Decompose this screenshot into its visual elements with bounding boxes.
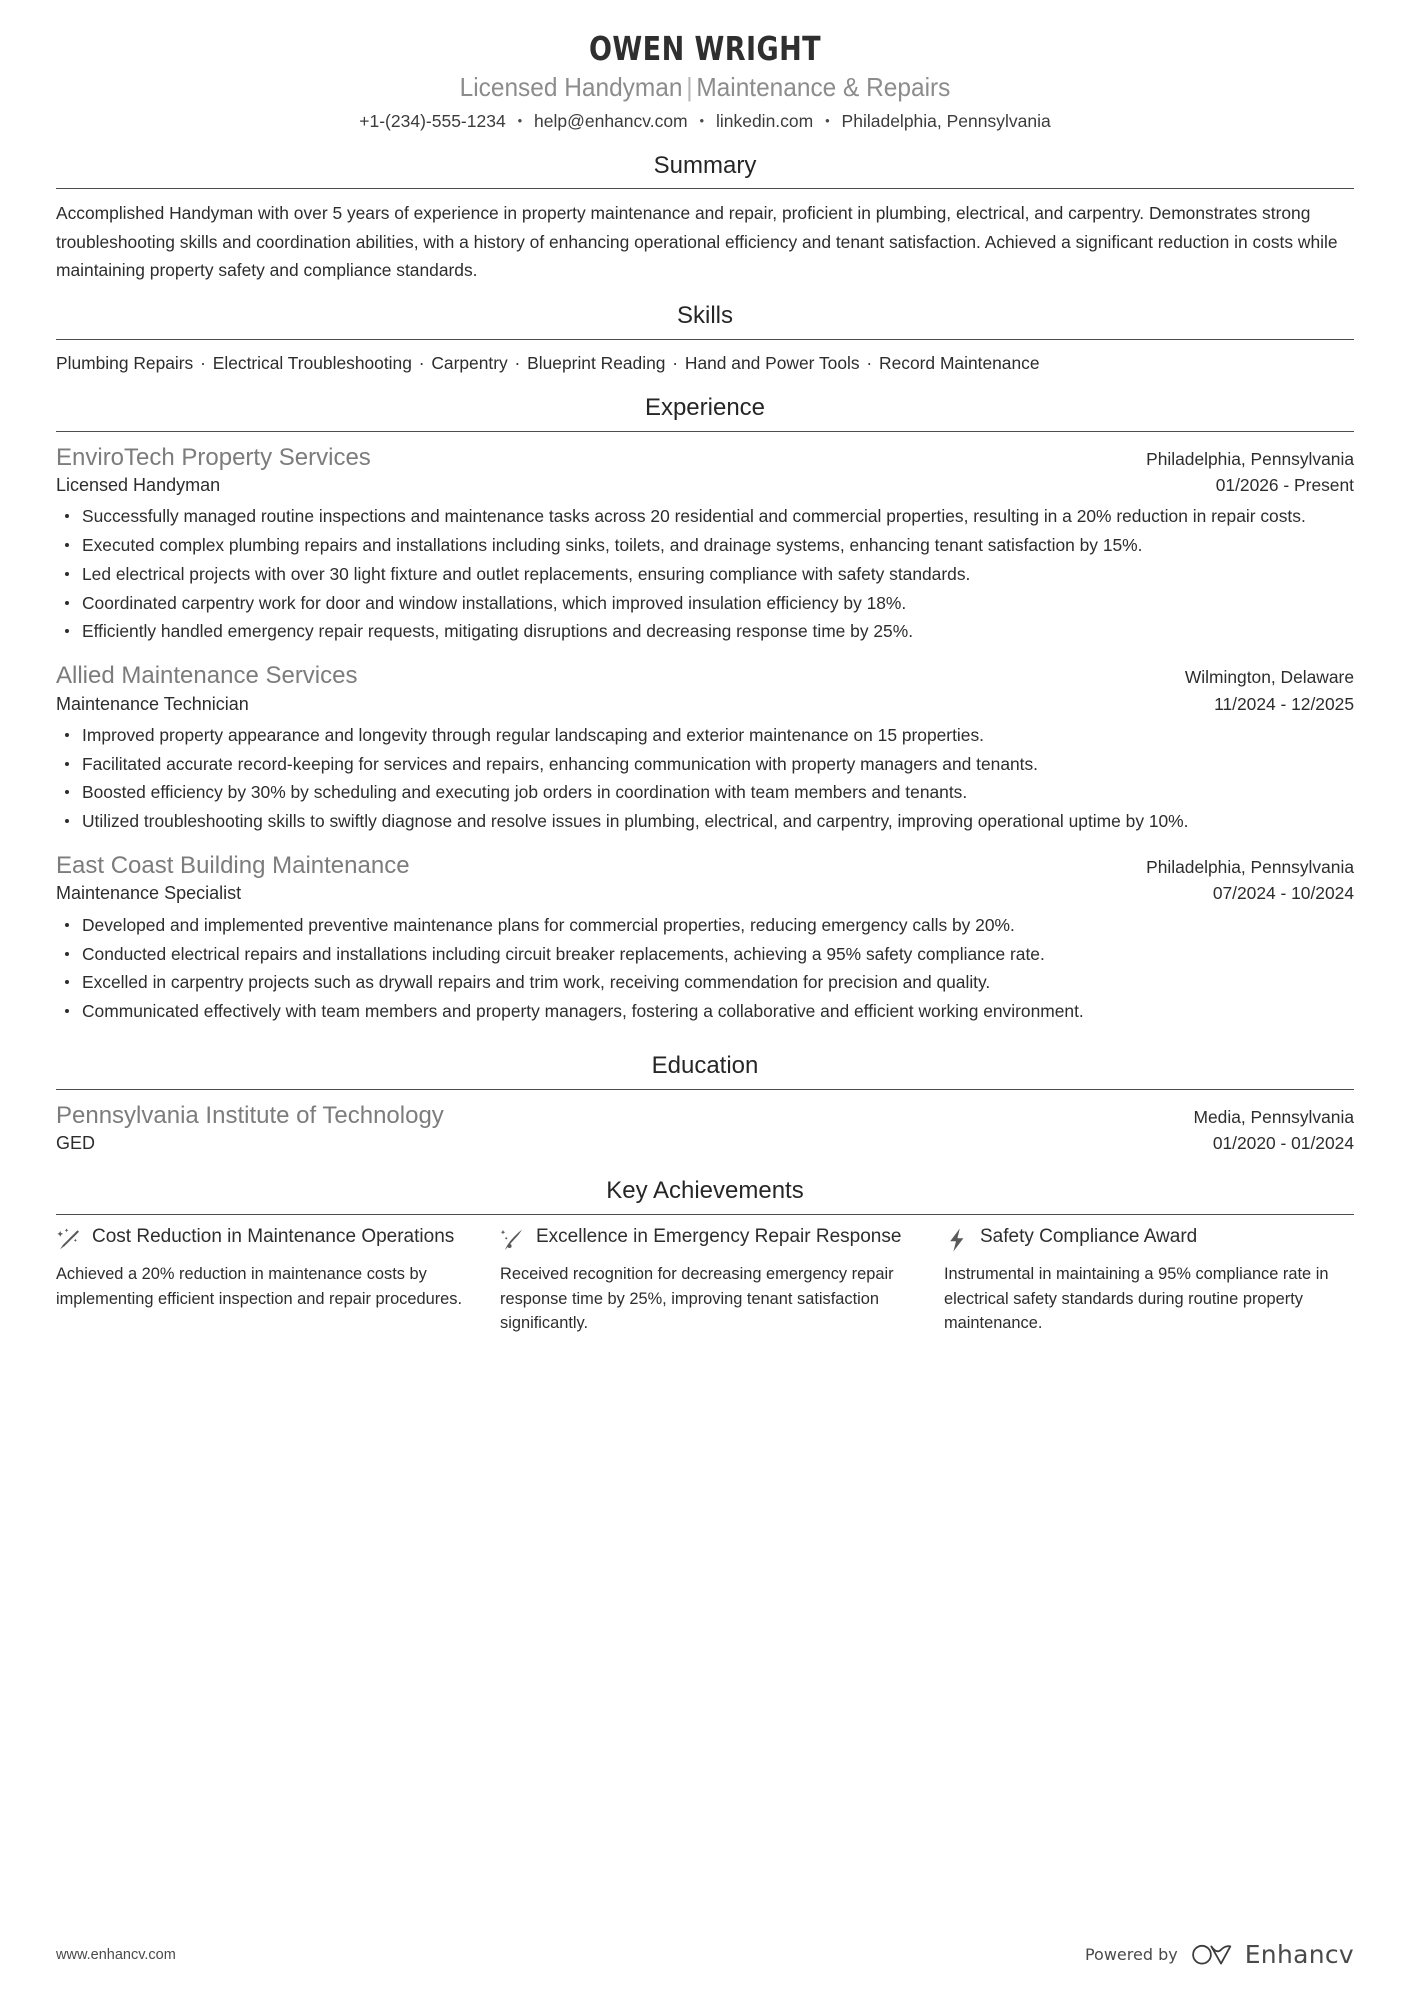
entry-bullet: Utilized troubleshooting skills to swiftly diagnose and resolve issues in plumbing, electrical, and carpentry, improving operational uptime by 10%. [56,808,1354,836]
entry-bullet: Successfully managed routine inspections and maintenance tasks across 20 residential and commercial properties, resulting in a 20% reduction in repair costs. [56,503,1354,531]
entry-role: Maintenance Specialist [56,883,242,904]
section-rule-education [56,1089,1354,1090]
achievement-header [944,1225,1354,1253]
education-entry-list [56,1100,1354,1155]
entry-bullet: Communicated effectively with team members and property managers, fostering a collaborative and efficient working environment. [56,998,1354,1026]
skills-list [56,350,1354,376]
skill-item: Record Maintenance [879,352,1040,373]
skill-item: Hand and Power Tools [684,352,860,373]
entry-role-row [56,473,1354,497]
entry-bullet: Developed and implemented preventive maintenance plans for commercial properties, reducing emergency calls by 20%. [56,912,1354,940]
achievement-title: Cost Reduction in Maintenance Operations [92,1226,455,1248]
entry-bullet: Conducted electrical repairs and installations including circuit breaker replacements, achieving a 95% safety compliance rate. [56,941,1354,969]
experience-entry-list [56,442,1354,1026]
entry-org-row [56,442,1354,473]
candidate-name: OWEN WRIGHT [589,29,821,68]
entry-role-row [56,881,1354,905]
contact-sep-3: • [825,113,830,129]
section-title-summary: Summary [653,151,757,179]
education-entry [56,1100,1354,1155]
entry-bullet-list [56,912,1354,1026]
section-education [56,1052,1354,1155]
entry-role: Maintenance Technician [56,693,249,714]
entry-bullet: Executed complex plumbing repairs and installations including sinks, toilets, and drainage systems, enhancing tenant satisfaction by 15%. [56,532,1354,560]
entry-degree: GED [56,1133,96,1154]
skill-separator: · [861,352,878,373]
section-experience [56,394,1354,1026]
achievement-item [56,1225,466,1336]
section-rule-experience [56,431,1354,432]
skill-separator: · [509,352,526,373]
skill-item: Plumbing Repairs [56,352,194,373]
section-rule-summary [56,188,1354,189]
headline-divider: | [686,72,693,103]
entry-location: Philadelphia, Pennsylvania [1146,857,1354,878]
achievement-title: Safety Compliance Award [980,1226,1198,1248]
section-title-achievements: Key Achievements [606,1177,804,1205]
experience-entry [56,660,1354,836]
achievement-description: Instrumental in maintaining a 95% compliance rate in electrical safety standards during routine property maintenance. [944,1265,1329,1333]
entry-bullet-list [56,503,1354,646]
section-title-education: Education [651,1052,759,1080]
achievement-description: Achieved a 20% reduction in maintenance costs by implementing efficient inspection and repair procedures. [56,1265,463,1308]
entry-bullet: Efficiently handled emergency repair requests, mitigating disruptions and decreasing response time by 25%. [56,618,1354,646]
entry-dates: 11/2024 - 12/2025 [1214,693,1354,714]
magic-wand-icon [56,1227,82,1253]
entry-location: Media, Pennsylvania [1193,1106,1354,1127]
entry-bullet: Boosted efficiency by 30% by scheduling and executing job orders in coordination with team members and tenants. [56,779,1354,807]
achievements-grid [56,1225,1354,1336]
section-title-skills: Skills [676,301,733,329]
skill-item: Blueprint Reading [527,352,666,373]
headline-right: Maintenance & Repairs [696,72,951,103]
headline-left: Licensed Handyman [459,72,683,103]
footer-branding [1085,1940,1354,1969]
entry-degree-row [56,1131,1354,1155]
contact-phone: +1-(234)-555-1234 [359,111,506,132]
contact-email[interactable]: help@enhancv.com [534,111,688,132]
entry-organization: Allied Maintenance Services [56,662,358,690]
contact-location: Philadelphia, Pennsylvania [841,111,1051,132]
contact-sep-1: • [517,113,523,129]
entry-organization: EnviroTech Property Services [56,443,371,471]
entry-bullet: Improved property appearance and longevity through regular landscaping and exterior maintenance on 15 properties. [56,722,1354,750]
section-summary [56,152,1354,284]
entry-organization: Pennsylvania Institute of Technology [56,1101,444,1129]
contact-linkedin[interactable]: linkedin.com [715,111,814,132]
entry-role: Licensed Handyman [56,474,221,495]
section-achievements [56,1177,1354,1336]
entry-bullet: Facilitated accurate record-keeping for services and repairs, enhancing communication with property managers and tenants. [56,751,1354,779]
contact-sep-2: • [699,113,705,129]
entry-bullet: Led electrical projects with over 30 light fixture and outlet replacements, ensuring compliance with safety standards. [56,561,1354,589]
entry-org-row [56,1100,1354,1131]
entry-dates: 01/2020 - 01/2024 [1212,1133,1354,1154]
entry-bullet: Excelled in carpentry projects such as drywall repairs and trim work, receiving commendation for precision and quality. [56,969,1354,997]
resume-header [56,28,1354,134]
entry-role-row [56,692,1354,716]
achievement-item [500,1225,910,1336]
page-footer [56,1940,1354,1969]
skill-separator: · [413,352,430,373]
section-rule-skills [56,339,1354,340]
skill-item: Carpentry [431,352,508,373]
shooting-star-icon [500,1227,526,1253]
candidate-headline [95,71,1315,105]
skill-item: Electrical Troubleshooting [212,352,412,373]
footer-url[interactable]: www.enhancv.com [56,1946,176,1963]
entry-location: Philadelphia, Pennsylvania [1146,448,1354,469]
entry-dates: 01/2026 - Present [1215,474,1354,495]
section-rule-achievements [56,1214,1354,1215]
powered-by-label: Powered by [1084,1945,1178,1964]
achievement-title: Excellence in Emergency Repair Response [536,1226,902,1248]
entry-bullet: Coordinated carpentry work for door and window installations, which improved insulation efficiency by 18%. [56,590,1354,618]
section-title-experience: Experience [644,393,766,421]
contact-line [56,109,1354,134]
section-skills [56,302,1354,376]
skill-separator: · [667,352,683,373]
entry-dates: 07/2024 - 10/2024 [1212,883,1354,904]
entry-organization: East Coast Building Maintenance [56,852,410,880]
achievement-header [500,1225,910,1253]
entry-org-row [56,660,1354,691]
achievement-header [56,1225,466,1253]
lightning-bolt-icon [944,1227,970,1253]
entry-bullet-list [56,722,1354,836]
experience-entry [56,442,1354,647]
enhancv-logo-icon [1191,1942,1235,1968]
skill-separator: · [195,352,211,373]
experience-entry [56,850,1354,1026]
entry-org-row [56,850,1354,881]
entry-location: Wilmington, Delaware [1184,667,1354,688]
achievement-item [944,1225,1354,1336]
summary-text: Accomplished Handyman with over 5 years of experience in property maintenance and repair, proficient in plumbing, electrical, and carpentry. Demonstrates strong troubleshooting skills and coordination abilities, with a history of enhancing operational efficiency and tenant satisfaction. Achieved a significant reduction in costs while maintaining property safety and compliance standards. [56,203,1338,280]
achievement-description: Received recognition for decreasing emergency repair response time by 25%, improving tenant satisfaction significantly. [500,1265,894,1333]
brand-name: Enhancv [1244,1940,1354,1969]
brand-lockup [1191,1940,1354,1969]
